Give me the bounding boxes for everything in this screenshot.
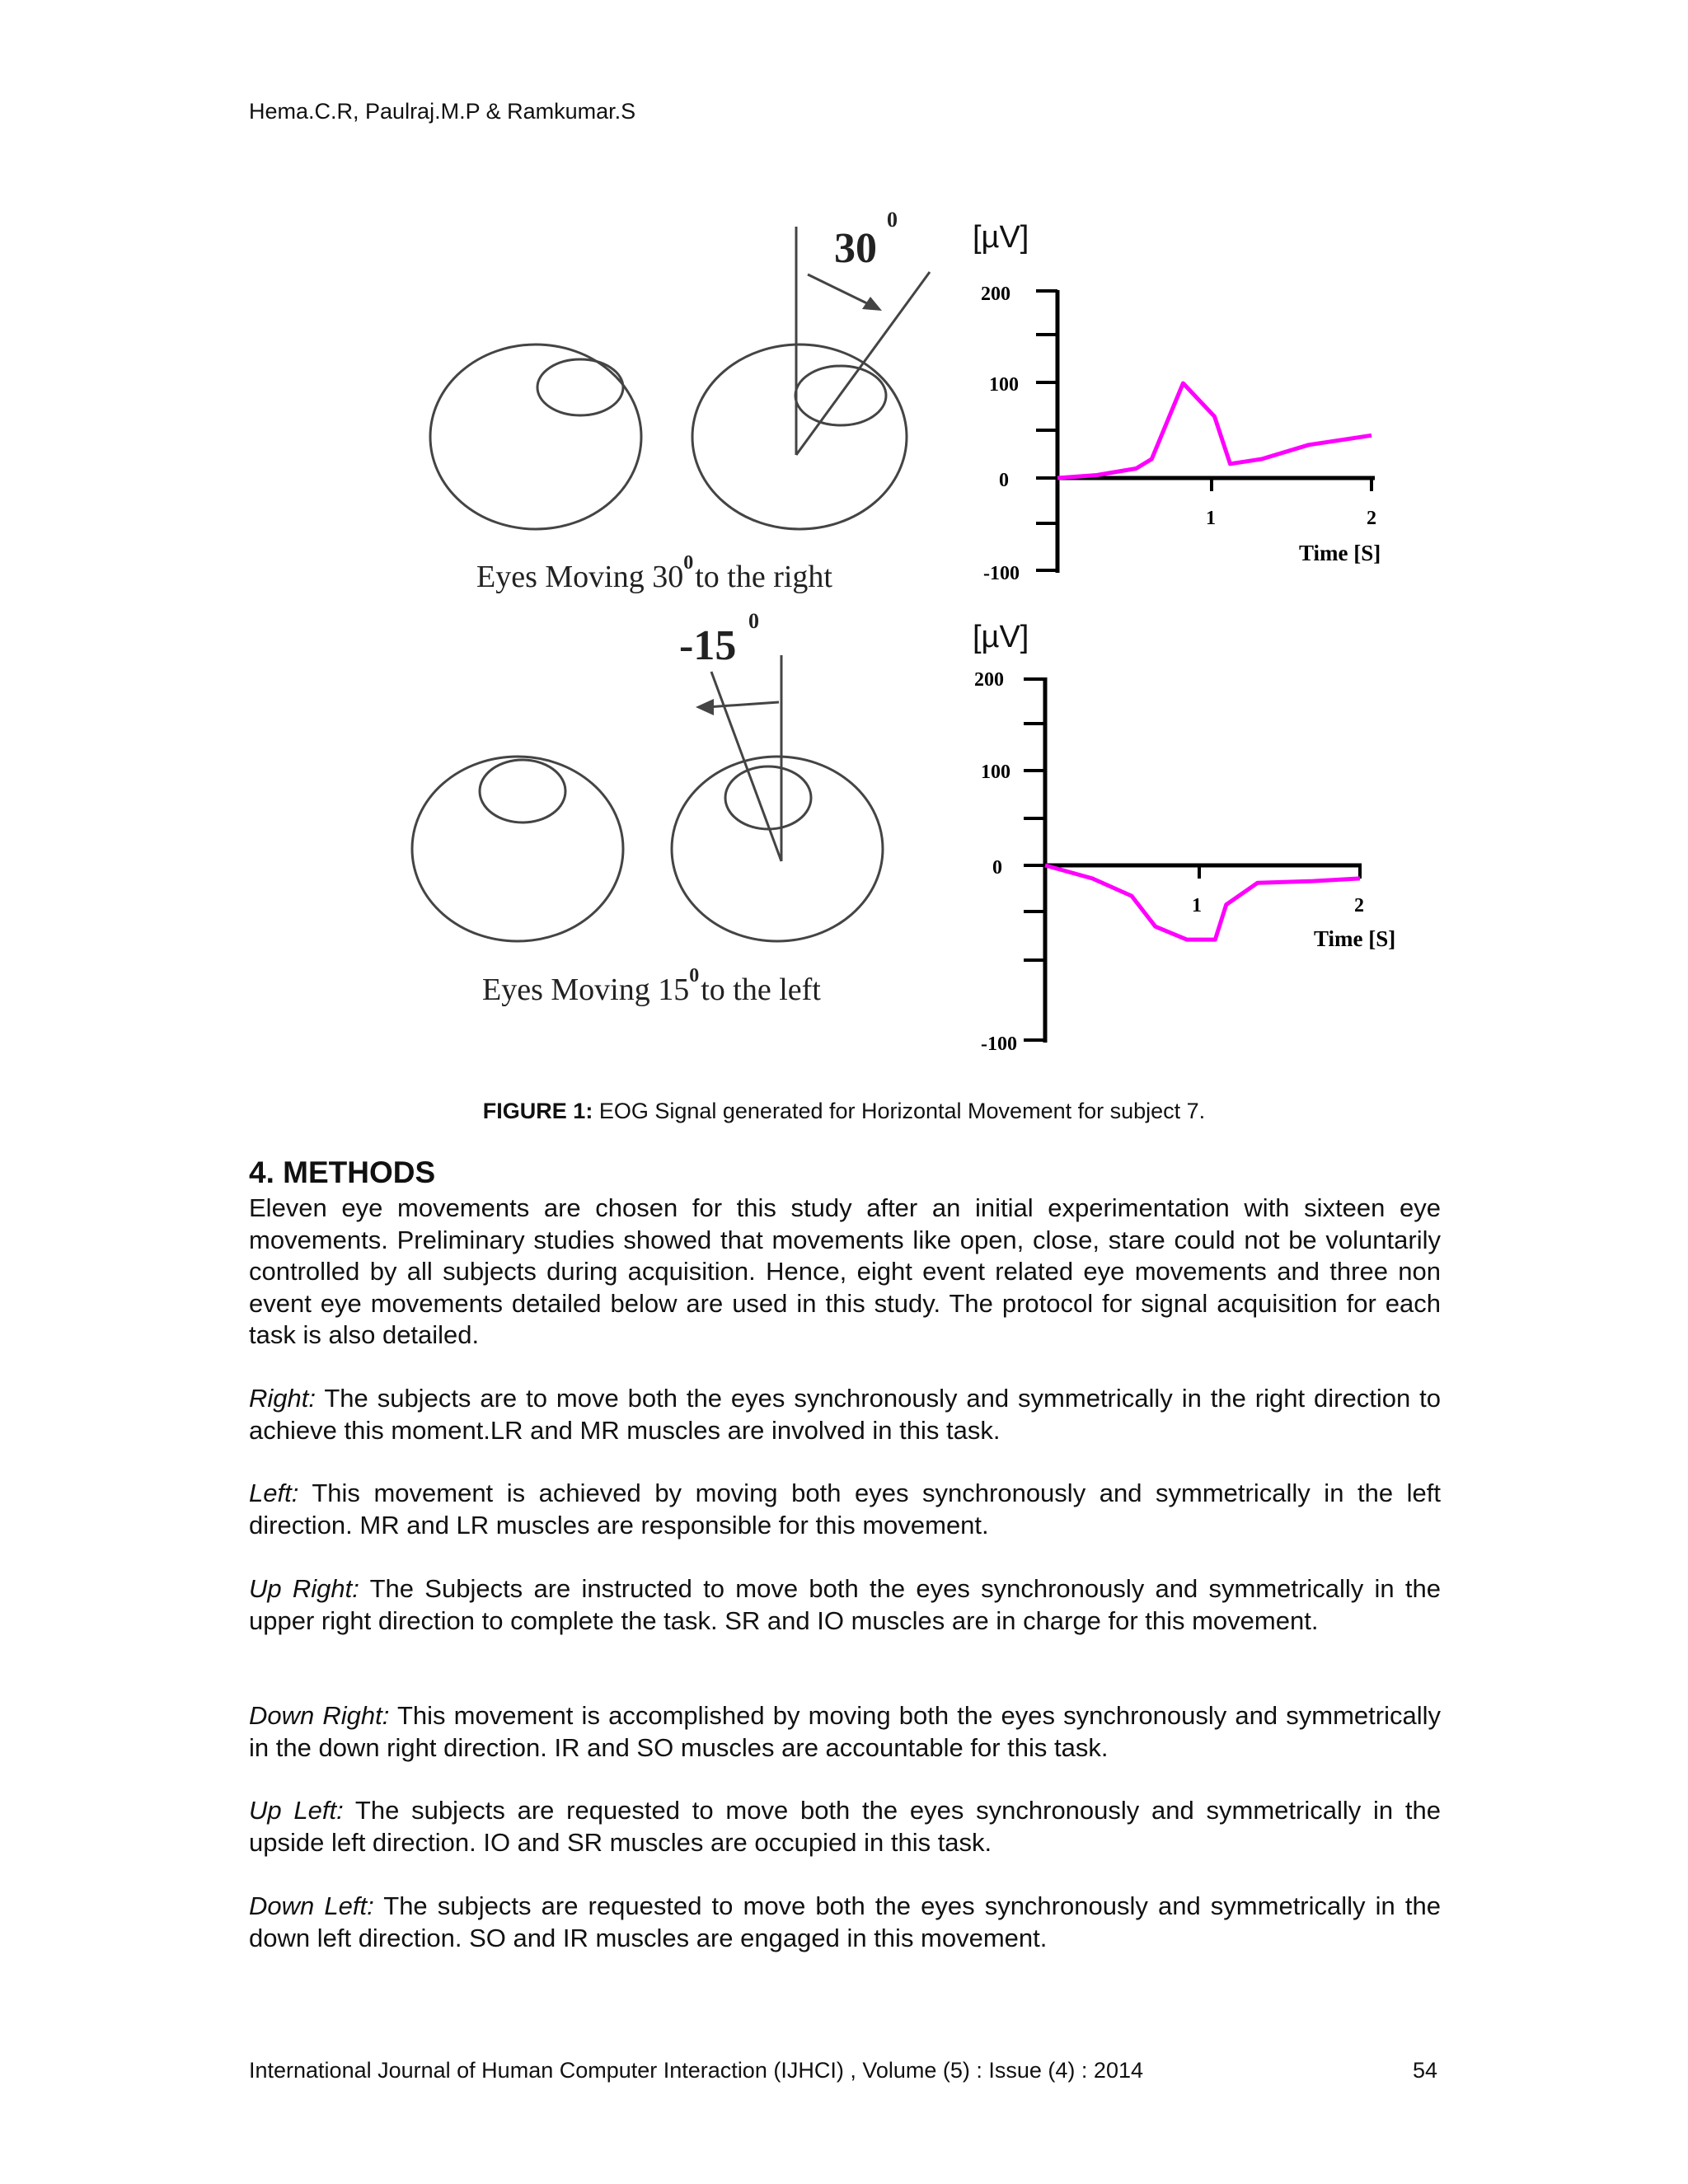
right-iris-2: [725, 766, 811, 829]
right-eyeball: [692, 344, 907, 529]
eog-signal-line: [1057, 383, 1372, 478]
y-tick-label-minus100-b: -100: [981, 1033, 1017, 1055]
eog-chart-right: [973, 220, 1381, 584]
term-right: Right:: [249, 1384, 316, 1413]
y-tick-label-100: 100: [989, 374, 1019, 396]
x-tick-label-2-b: 2: [1354, 895, 1364, 916]
text-down-right: This movement is accomplished by moving both the eyes synchronously and symmetrically in the down right direction. IR and SO muscles are accountable for this task.: [249, 1701, 1441, 1762]
y-tick-label-200: 200: [981, 284, 1010, 305]
text-up-left: The subjects are requested to move both the eyes synchronously and symmetrically in the upside left direction. IO and SR muscles are occupied in this task.: [249, 1796, 1441, 1857]
eog-chart-left: [973, 620, 1395, 1055]
term-up-right: Up Right:: [249, 1574, 359, 1603]
rotation-arrow-2: [707, 702, 779, 707]
paragraph-up-right: [249, 1573, 1441, 1637]
x-tick-label-1-b: 1: [1192, 895, 1202, 916]
y-tick-label-100-b: 100: [981, 762, 1010, 783]
x-tick-label-1: 1: [1206, 508, 1216, 529]
figure-1: [0, 0, 1688, 1071]
left-eyeball: [430, 344, 641, 529]
chart-unit-2: [µV]: [973, 620, 1029, 654]
angle-label-30: 30: [834, 225, 877, 272]
section-heading: 4. METHODS: [249, 1155, 436, 1189]
caption-label: FIGURE 1:: [482, 1099, 593, 1123]
y-axis-ticks: [1036, 291, 1057, 570]
left-eyeball-2: [412, 757, 623, 941]
term-down-right: Down Right:: [249, 1701, 390, 1730]
paragraph-right: [249, 1383, 1441, 1446]
rotation-arrow: [808, 274, 874, 307]
eyes-diagram-right: [430, 227, 930, 529]
term-left: Left:: [249, 1479, 299, 1507]
x-tick-label-2: 2: [1367, 508, 1376, 529]
paragraph-down-left: [249, 1891, 1441, 1954]
y-tick-label-minus100: -100: [983, 563, 1020, 584]
x-axis-label-2: Time [S]: [1314, 926, 1396, 951]
text-right: The subjects are to move both the eyes synchronously and symmetrically in the right direction to achieve this moment.LR and MR muscles are involved in this task.: [249, 1384, 1441, 1445]
angle-sup-30: 0: [887, 208, 898, 232]
term-down-left: Down Left:: [249, 1891, 374, 1920]
paragraph-down-right: [249, 1700, 1441, 1764]
eyes-diagram-left: [412, 655, 883, 941]
footer-journal: International Journal of Human Computer Interaction (IJHCI) , Volume (5) : Issue (4) : 2014: [249, 2058, 1143, 2083]
intro-paragraph: Eleven eye movements are chosen for this study after an initial experimentation with sixteen eye movements. Preliminary studies showed that movements like open, close, stare could not be voluntarily controlled by all subjects during acquisition. Hence, eight event related eye movements and three non event eye movements detailed below are used in this study. The protocol for signal acquisition for each task is also detailed.: [249, 1193, 1441, 1349]
y-tick-label-200-b: 200: [974, 669, 1004, 691]
y-tick-label-0: 0: [999, 470, 1009, 491]
angle-label-minus15: -15: [679, 622, 737, 669]
eyes-caption-right: Eyes Moving $30^0to$ the right: [476, 552, 832, 594]
eyes-caption-left: Eyes Moving $15^0to$ the left: [482, 965, 821, 1007]
gaze-line: [796, 272, 930, 455]
term-up-left: Up Left:: [249, 1796, 344, 1825]
running-head: Hema.C.R, Paulraj.M.P & Ramkumar.S: [249, 99, 636, 124]
left-iris: [537, 359, 623, 415]
eog-signal-line: [1045, 865, 1360, 940]
paragraph-up-left: [249, 1795, 1441, 1858]
y-tick-label-0-b: 0: [992, 857, 1002, 879]
figure-caption: [0, 1099, 1688, 1124]
x-axis-label: Time [S]: [1299, 541, 1381, 565]
angle-sup-15: 0: [748, 609, 759, 633]
chart-unit: [µV]: [973, 220, 1029, 255]
paragraph-left: [249, 1478, 1441, 1541]
y-axis-ticks-2: [1024, 679, 1045, 1040]
text-left: This movement is achieved by moving both eyes synchronously and symmetrically in the left direction. MR and LR muscles are responsible for this movement.: [249, 1479, 1441, 1540]
caption-text: EOG Signal generated for Horizontal Movement for subject 7.: [593, 1099, 1206, 1123]
left-iris-2: [480, 760, 565, 823]
page-number: 54: [1413, 2058, 1438, 2083]
text-down-left: The subjects are requested to move both the eyes synchronously and symmetrically in the down left direction. SO and IR muscles are engaged in this movement.: [249, 1891, 1441, 1952]
rotation-arrowhead-2: [696, 699, 714, 715]
text-up-right: The Subjects are instructed to move both the eyes synchronously and symmetrically in the upper right direction to complete the task. SR and IO muscles are in charge for this movement.: [249, 1574, 1441, 1635]
